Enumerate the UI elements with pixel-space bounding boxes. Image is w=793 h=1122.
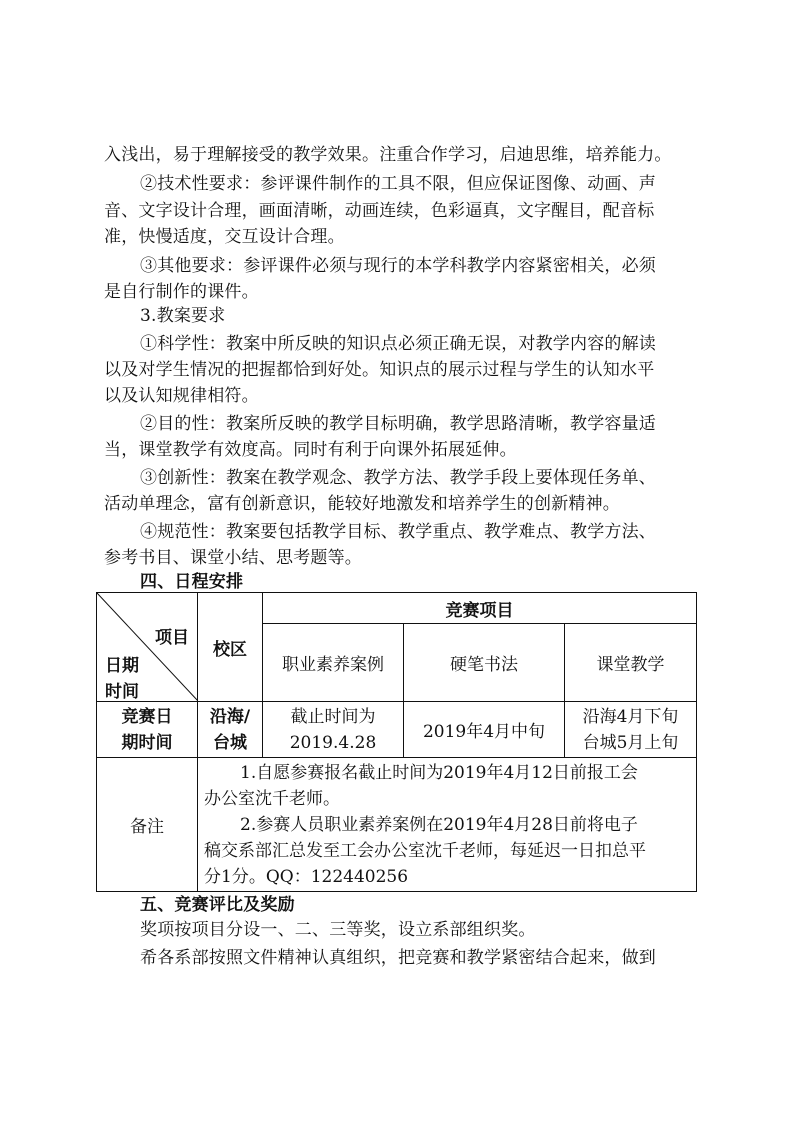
notes-label: 备注 — [97, 758, 198, 892]
schedule-table — [96, 592, 697, 892]
paragraph-line: 以及对学生情况的把握都恰到好处。知识点的展示过程与学生的认知水平 — [104, 360, 655, 380]
paragraph-line: 参考书目、课堂小结、思考题等。 — [104, 548, 362, 568]
paragraph-innovation: ③创新性：教案在教学观念、教学方法、教学手段上要体现任务单、 — [140, 468, 656, 488]
note-line: 2.参赛人员职业素养案例在2019年4月28日前将电子 — [240, 814, 638, 835]
header-time: 时间 — [105, 682, 139, 702]
header-competition-items: 竞赛项目 — [263, 593, 697, 624]
paragraph-line: 准，快慢适度，交互设计合理。 — [104, 227, 345, 247]
note-line: 稿交系部汇总发至工会办公室沈千老师，每延迟一日扣总平 — [204, 840, 646, 861]
paragraph-line: 活动单理念，富有创新意识，能较好地激发和培养学生的创新精神。 — [104, 494, 620, 514]
cell-line: 沿海4月下旬 — [582, 706, 679, 727]
paragraph-line: 当，课堂教学有效度高。同时有利于向课外拓展延伸。 — [104, 440, 517, 460]
paragraph-organization: 希各系部按照文件精神认真组织，把竞赛和教学紧密结合起来，做到 — [140, 948, 656, 968]
campus-cell — [198, 702, 263, 758]
notes-cell — [198, 758, 697, 892]
header-campus: 校区 — [198, 593, 263, 702]
row-label-competition-date — [97, 702, 198, 758]
diagonal-header-cell — [97, 593, 198, 702]
paragraph-purpose: ②目的性：教案所反映的教学目标明确，教学思路清晰，教学容量适 — [140, 414, 656, 434]
cell-professional-cases-date — [263, 702, 404, 758]
note-line: 分1分。QQ：122440256 — [204, 866, 409, 887]
paragraph-line: 是自行制作的课件。 — [104, 282, 259, 302]
cell-classroom-teaching-date — [565, 702, 697, 758]
column-professional-cases: 职业素养案例 — [263, 624, 404, 702]
paragraph-awards: 奖项按项目分设一、二、三等奖，设立系部组织奖。 — [140, 920, 536, 940]
section-heading-schedule: 四、日程安排 — [140, 572, 244, 592]
row-label-line: 竞赛日 — [121, 706, 173, 727]
paragraph-standardization: ④规范性：教案要包括教学目标、教学重点、教学难点、教学方法、 — [140, 522, 656, 542]
column-calligraphy: 硬笔书法 — [404, 624, 565, 702]
note-line: 1.自愿参赛报名截止时间为2019年4月12日前报工会 — [240, 762, 638, 783]
cell-line: 台城5月上旬 — [582, 732, 679, 753]
row-label-line: 期时间 — [121, 732, 173, 753]
paragraph-line: 入浅出，易于理解接受的教学效果。注重合作学习，启迪思维，培养能力。 — [104, 145, 672, 165]
cell-line: 2019.4.28 — [289, 732, 377, 753]
paragraph-line: 以及认知规律相符。 — [104, 386, 259, 406]
header-date: 日期 — [105, 656, 139, 676]
header-item: 项目 — [155, 628, 189, 648]
column-classroom-teaching: 课堂教学 — [565, 624, 697, 702]
cell-line: 截止时间为 — [290, 706, 376, 727]
paragraph-scientific: ①科学性：教案中所反映的知识点必须正确无误，对教学内容的解读 — [140, 334, 656, 354]
note-line: 办公室沈千老师。 — [204, 788, 340, 809]
section-lesson-plan-requirements: 3.教案要求 — [140, 306, 226, 326]
campus-line: 台城 — [213, 732, 247, 753]
paragraph-line: 音、文字设计合理，画面清晰，动画连续，色彩逼真，文字醒目，配音标 — [104, 201, 655, 221]
paragraph-technical-requirements: ②技术性要求：参评课件制作的工具不限，但应保证图像、动画、声 — [140, 174, 656, 194]
cell-calligraphy-date: 2019年4月中旬 — [404, 702, 565, 758]
section-heading-awards: 五、竞赛评比及奖励 — [140, 895, 295, 915]
campus-line: 沿海/ — [209, 706, 251, 727]
paragraph-other-requirements: ③其他要求：参评课件必须与现行的本学科教学内容紧密相关，必须 — [140, 256, 656, 276]
